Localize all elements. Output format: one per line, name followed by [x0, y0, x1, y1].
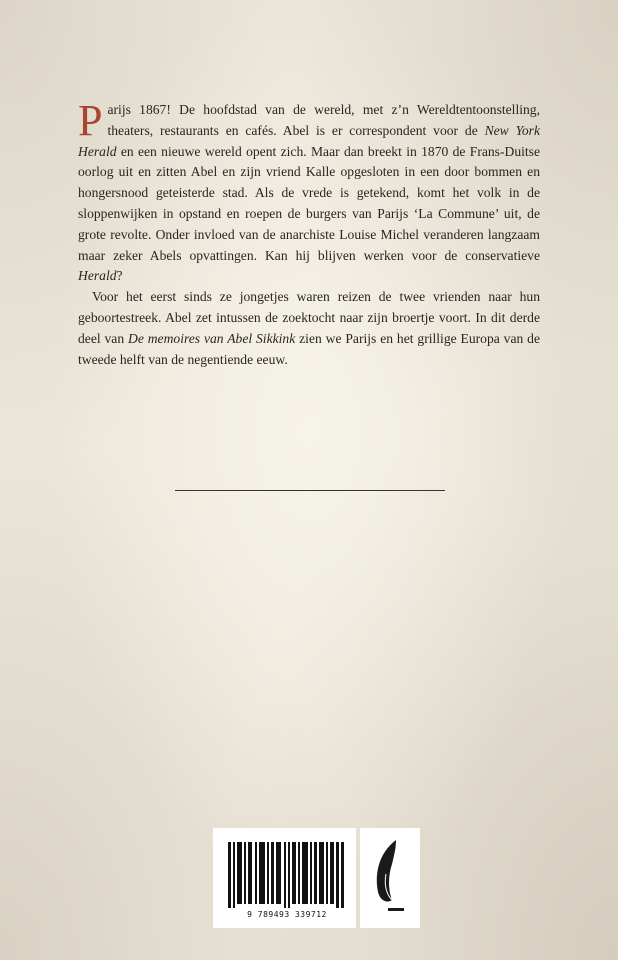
blurb-text: arijs 1867! De hoofdstad van de wereld, met z’n Wereldtentoonstelling, theaters, restaurants en cafés. Abel is er correspondent voor de	[107, 102, 540, 138]
quill-icon	[366, 838, 414, 920]
blurb-text: zien we Parijs en het grillige Europa van de tweede helft van de negentiende eeuw.	[78, 330, 540, 367]
blurb-text: Voor het eerst sinds ze jongetjes waren reizen de twee vrienden naar hun geboortestreek. Abel zet intussen de zoektocht naar zijn broertje voort. In dit derde deel van	[78, 289, 540, 346]
isbn-number: 9 789493 339712	[247, 910, 327, 919]
blurb-text: ?	[116, 268, 123, 284]
newspaper-title: New York Herald	[78, 122, 540, 159]
publisher-logo	[360, 828, 420, 928]
isbn-barcode	[213, 828, 356, 928]
blurb-paragraph-1	[78, 96, 540, 287]
divider-rule	[175, 490, 445, 491]
newspaper-short-title: Herald	[78, 268, 117, 284]
barcode-bars	[228, 842, 346, 908]
blurb-paragraph-2	[78, 287, 540, 370]
series-title: De memoires van Abel Sikkink	[128, 330, 296, 346]
drop-cap: P	[78, 96, 103, 145]
blurb-text: en een nieuwe wereld opent zich. Maar dan breekt in 1870 de Frans-Duitse oorlog uit en zitten Abel en zijn vriend Kalle opgesloten in een door bommen en hongersnood geteisterde stad. Als de vrede is getekend, komt het volk in de sloppenwijken in opstand en roepen de burgers van Parijs ‘La Commune’ uit, de grote revolte. Onder invloed van de anarchiste Louise Michel veranderen langzaam maar zeker Abels opvattingen. Kan hij blijven werken voor de conservatieve	[78, 143, 540, 263]
back-cover-blurb	[78, 96, 540, 370]
